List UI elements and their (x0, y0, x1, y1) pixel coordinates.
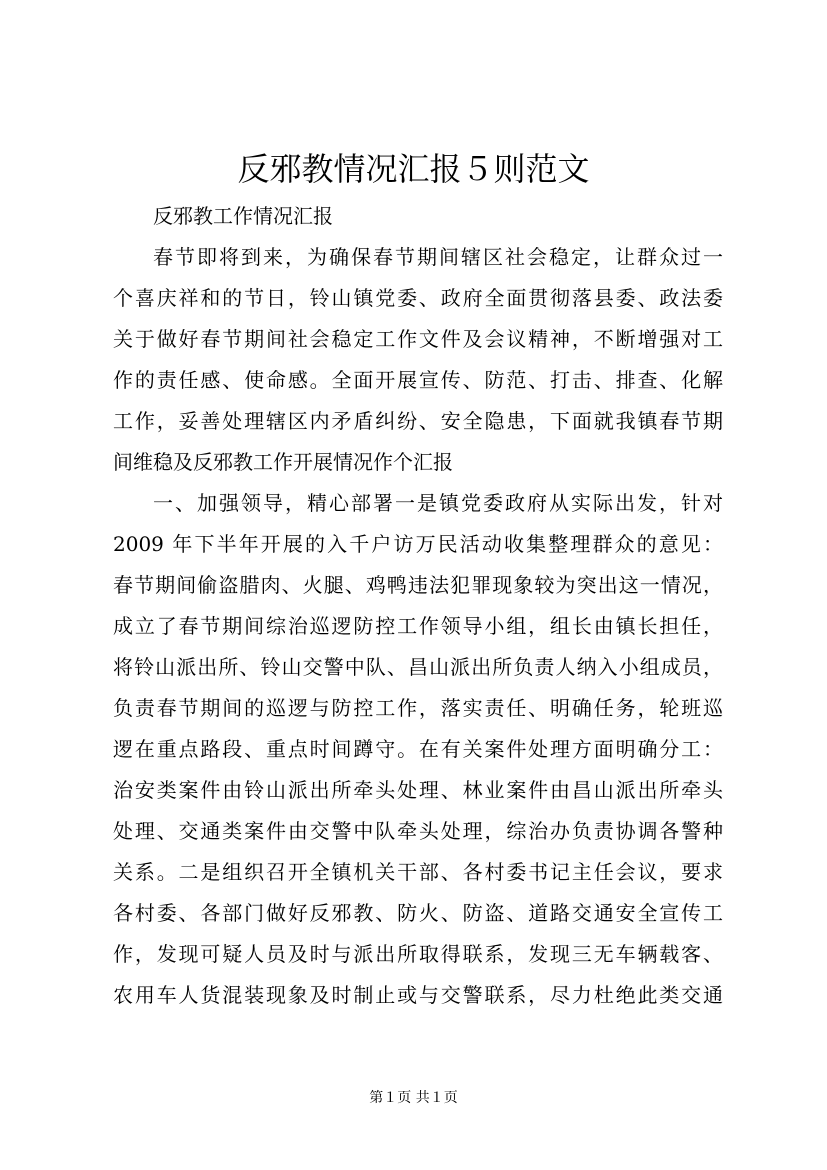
paragraph-line: 作的责任感、使命感。全面开展宣传、防范、打击、排查、化解 (113, 368, 723, 392)
paragraph-line: 处理、交通类案件由交警中队牵头处理，综治办负责协调各警种 (113, 819, 723, 843)
paragraph-line: 农用车人货混装现象及时制止或与交警联系，尽力杜绝此类交通 (113, 983, 723, 1007)
paragraph-line: 工作，妥善处理辖区内矛盾纠纷、安全隐患，下面就我镇春节期 (113, 409, 723, 433)
paragraph-line: 春节即将到来，为确保春节期间辖区社会稳定，让群众过一 (153, 245, 723, 269)
paragraph-line: 春节期间偷盗腊肉、火腿、鸡鸭违法犯罪现象较为突出这一情况， (113, 573, 723, 597)
paragraph-line: 关于做好春节期间社会稳定工作文件及会议精神，不断增强对工 (113, 327, 723, 351)
document-title: 反邪教情况汇报５则范文 (237, 150, 590, 188)
page-footer: 第１页 共１页 (369, 1090, 458, 1106)
paragraph-line: 各村委、各部门做好反邪教、防火、防盗、道路交通安全宣传工 (113, 901, 723, 925)
paragraph-line: 负责春节期间的巡逻与防控工作，落实责任、明确任务，轮班巡 (113, 696, 723, 720)
paragraph-line: 成立了春节期间综治巡逻防控工作领导小组，组长由镇长担任， (113, 614, 723, 638)
paragraph-line: 一、加强领导，精心部署一是镇党委政府从实际出发，针对 (153, 491, 723, 515)
paragraph-line: 2009 年下半年开展的入千户访万民活动收集整理群众的意见： (113, 532, 723, 556)
paragraph-line: 关系。二是组织召开全镇机关干部、各村委书记主任会议，要求 (113, 860, 723, 884)
paragraph-line: 个喜庆祥和的节日，铃山镇党委、政府全面贯彻落县委、政法委 (113, 286, 723, 310)
paragraph-line: 作，发现可疑人员及时与派出所取得联系，发现三无车辆载客、 (113, 942, 723, 966)
subtitle-line: 反邪教工作情况汇报 (153, 204, 333, 228)
document-body (113, 196, 723, 1016)
paragraph-line: 治安类案件由铃山派出所牵头处理、林业案件由昌山派出所牵头 (113, 778, 723, 802)
paragraph-line: 逻在重点路段、重点时间蹲守。在有关案件处理方面明确分工： (113, 737, 723, 761)
paragraph-line: 间维稳及反邪教工作开展情况作个汇报 (113, 450, 453, 474)
paragraph-line: 将铃山派出所、铃山交警中队、昌山派出所负责人纳入小组成员， (113, 655, 723, 679)
